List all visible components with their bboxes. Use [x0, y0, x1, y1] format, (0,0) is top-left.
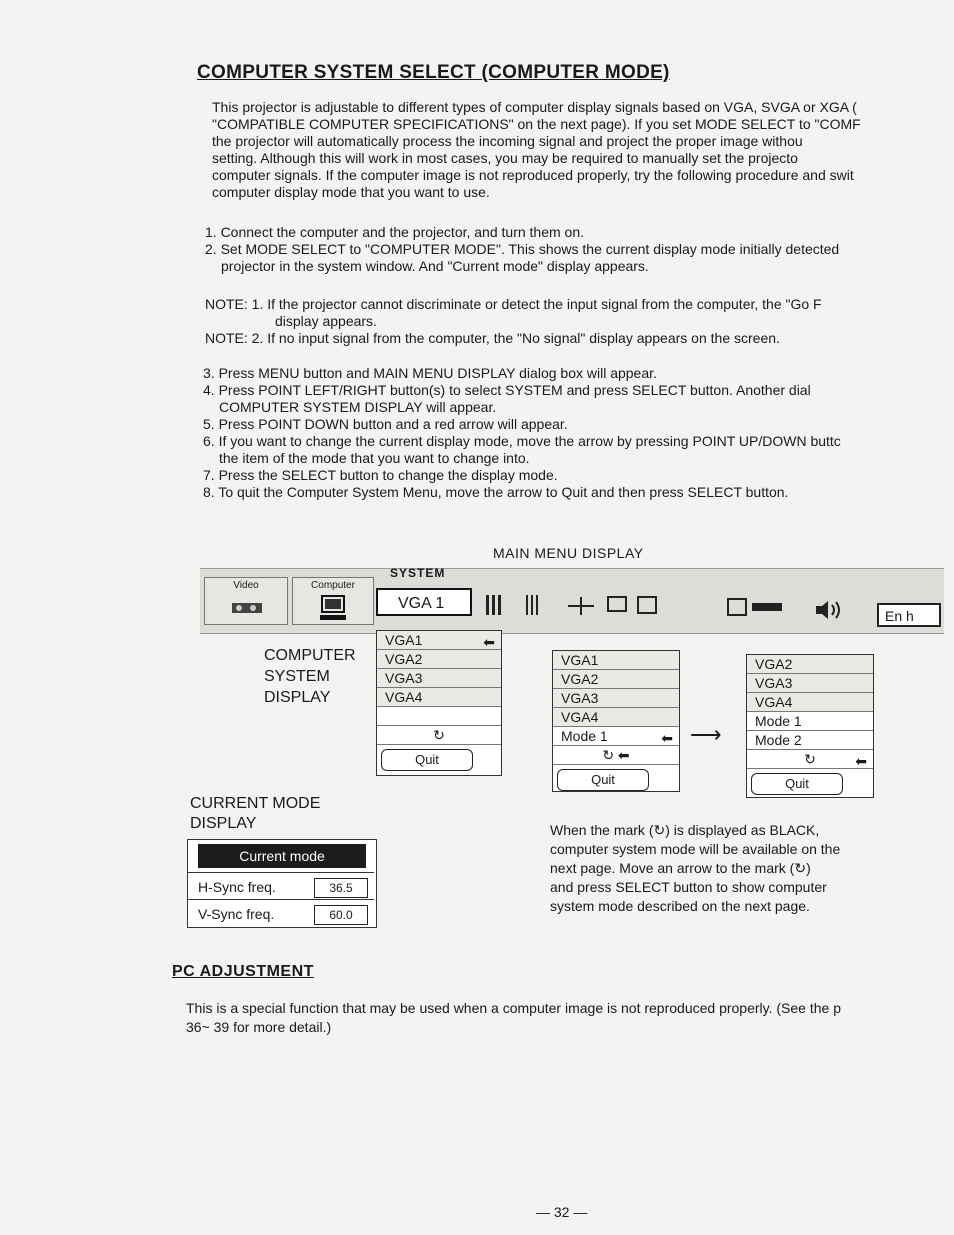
- mark-note: [550, 821, 890, 916]
- speaker-icon: [812, 599, 846, 621]
- note-line: When the mark (↻) is displayed as BLACK,: [550, 822, 820, 838]
- step-line: the item of the mode that you want to change into.: [219, 450, 530, 466]
- computer-icon: [319, 594, 349, 622]
- vsync-label: V-Sync freq.: [198, 906, 275, 922]
- system-icons: [478, 591, 688, 621]
- menu-caption: MAIN MENU DISPLAY: [493, 545, 644, 561]
- steps-second: [203, 365, 948, 501]
- screen-icon: [726, 597, 786, 619]
- language-box[interactable]: En h: [877, 603, 941, 627]
- vsync-value: 60.0: [314, 905, 368, 925]
- list-item[interactable]: VGA4: [747, 693, 873, 712]
- current-mode-header: Current mode: [198, 844, 366, 868]
- list-item-mark[interactable]: ↻ ⬅: [553, 746, 679, 765]
- page-title: COMPUTER SYSTEM SELECT (COMPUTER MODE): [197, 62, 670, 83]
- intro-line: computer display mode that you want to use.: [212, 184, 490, 200]
- list-item[interactable]: Mode 1 ⬅: [553, 727, 679, 746]
- pc-adjustment-title: PC ADJUSTMENT: [172, 963, 314, 980]
- list-item[interactable]: VGA3: [377, 669, 501, 688]
- intro-line: computer signals. If the computer image is not reproduced properly, try the following procedure and swit: [212, 167, 854, 183]
- list-item[interactable]: VGA2: [553, 670, 679, 689]
- current-mode-box: [187, 839, 377, 928]
- page-number: — 32 —: [536, 1204, 588, 1220]
- tab-video-label: Video: [233, 580, 259, 591]
- current-mode-display-label: [190, 794, 320, 834]
- cycle-icon: ↻: [804, 751, 816, 767]
- note-line: next page. Move an arrow to the mark (↻): [550, 860, 811, 876]
- main-menu-bar: [200, 568, 944, 634]
- cycle-icon: ↻: [433, 727, 445, 743]
- system-list-3: [746, 654, 874, 798]
- list-item[interactable]: VGA4: [377, 688, 501, 707]
- vsync-row: [188, 899, 374, 927]
- list-item[interactable]: VGA1 ⬅: [377, 631, 501, 650]
- tab-computer[interactable]: [292, 577, 374, 625]
- intro-paragraph: [212, 99, 952, 201]
- step-line: 8. To quit the Computer System Menu, move the arrow to Quit and then press SELECT button.: [203, 484, 789, 500]
- quit-button[interactable]: Quit: [751, 773, 843, 795]
- step-line: 2. Set MODE SELECT to "COMPUTER MODE". This shows the current display mode initially detected: [205, 241, 840, 257]
- arrow-left-icon: ⬅: [855, 753, 867, 769]
- list-item[interactable]: Mode 1: [747, 712, 873, 731]
- pc-line: This is a special function that may be used when a computer image is not reproduced properly. (See the p: [186, 1000, 841, 1016]
- step-line: 1. Connect the computer and the projector, and turn them on.: [205, 224, 585, 240]
- list-item[interactable]: VGA1: [553, 651, 679, 670]
- note-line: NOTE: 1. If the projector cannot discriminate or detect the input signal from the computer, the "Go F: [205, 296, 822, 312]
- intro-line: the projector will automatically process the incoming signal and project the proper image withou: [212, 133, 803, 149]
- note-line: NOTE: 2. If no input signal from the computer, the "No signal" display appears on the screen.: [205, 330, 780, 346]
- notes: [205, 296, 950, 347]
- list-item[interactable]: VGA2: [377, 650, 501, 669]
- note-line: computer system mode will be available on the: [550, 841, 841, 857]
- system-list-2: [552, 650, 680, 792]
- step-line: 4. Press POINT LEFT/RIGHT button(s) to select SYSTEM and press SELECT button. Another dial: [203, 382, 811, 398]
- hsync-label: H-Sync freq.: [198, 879, 276, 895]
- arrow-left-icon: ⬅: [483, 634, 495, 650]
- video-icon: [231, 600, 265, 616]
- cycle-icon: ↻: [602, 747, 615, 763]
- note-line: system mode described on the next page.: [550, 898, 810, 914]
- intro-line: This projector is adjustable to different types of computer display signals based on VGA, SVGA or XGA (: [212, 99, 857, 115]
- list-spacer: [377, 707, 501, 726]
- list-item[interactable]: VGA4: [553, 708, 679, 727]
- steps-first: [205, 224, 950, 275]
- label-line: DISPLAY: [264, 689, 331, 706]
- system-list-1: [376, 630, 502, 776]
- note-line: display appears.: [275, 313, 377, 329]
- arrow-left-icon: ⬅: [661, 730, 673, 746]
- hsync-value: 36.5: [314, 878, 368, 898]
- step-line: projector in the system window. And "Current mode" display appears.: [221, 258, 649, 274]
- step-line: 3. Press MENU button and MAIN MENU DISPLAY dialog box will appear.: [203, 365, 657, 381]
- quit-button[interactable]: Quit: [381, 749, 473, 771]
- label-line: COMPUTER: [264, 647, 356, 664]
- step-line: 5. Press POINT DOWN button and a red arrow will appear.: [203, 416, 568, 432]
- current-system-box[interactable]: VGA 1: [376, 588, 472, 616]
- intro-line: "COMPATIBLE COMPUTER SPECIFICATIONS" on the next page). If you set MODE SELECT to "COMF: [212, 116, 861, 132]
- list-item[interactable]: VGA3: [553, 689, 679, 708]
- note-line: and press SELECT button to show computer: [550, 879, 827, 895]
- computer-system-display-label: [264, 645, 356, 708]
- tab-computer-label: Computer: [311, 580, 355, 591]
- list-item[interactable]: VGA2: [747, 655, 873, 674]
- label-line: DISPLAY: [190, 815, 257, 832]
- list-item[interactable]: Mode 2: [747, 731, 873, 750]
- quit-button[interactable]: Quit: [557, 769, 649, 791]
- list-item[interactable]: VGA3: [747, 674, 873, 693]
- system-tab-label: SYSTEM: [390, 566, 446, 580]
- list-item-mark[interactable]: [377, 726, 501, 745]
- label-line: CURRENT MODE: [190, 795, 321, 812]
- intro-line: setting. Although this will work in most cases, you may be required to manually set the projecto: [212, 150, 798, 166]
- pc-line: 36~ 39 for more detail.): [186, 1019, 332, 1035]
- label-line: SYSTEM: [264, 668, 330, 685]
- arrow-right-icon: ⟶: [690, 722, 722, 747]
- step-line: 6. If you want to change the current display mode, move the arrow by pressing POINT UP/DOWN buttc: [203, 433, 841, 449]
- step-line: 7. Press the SELECT button to change the display mode.: [203, 467, 558, 483]
- pc-adjustment-text: [186, 999, 951, 1037]
- step-line: COMPUTER SYSTEM DISPLAY will appear.: [219, 399, 497, 415]
- tab-video[interactable]: [204, 577, 288, 625]
- hsync-row: [188, 872, 374, 900]
- list-item-mark[interactable]: [747, 750, 873, 769]
